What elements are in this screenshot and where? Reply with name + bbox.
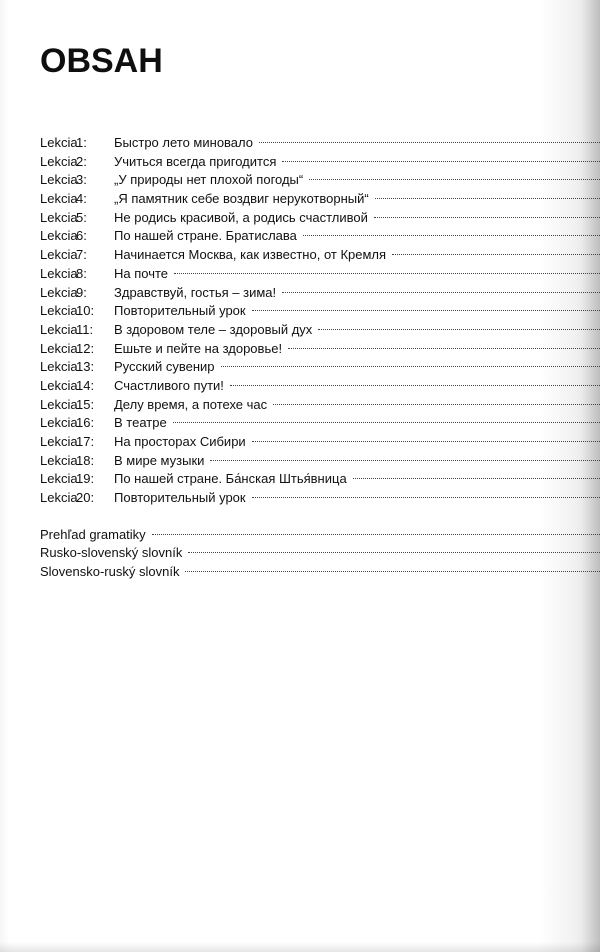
dot-leader [288,348,600,349]
toc-appendix-row [40,526,600,545]
lesson-title: „Я памятник себе воздвиг нерукотворный“ [114,191,369,207]
dot-leader [374,217,600,218]
lesson-number: 14: [76,377,95,393]
dot-leader [273,404,600,405]
lesson-label: Lekcia [40,340,78,356]
lesson-title: Делу время, а потехе час [114,396,268,412]
lesson-title: Повторительный урок [114,303,246,319]
toc-row [40,134,600,153]
lesson-number: 1: [76,135,87,150]
lesson-label: Lekcia [40,191,78,207]
lesson-number: 12: [76,340,95,356]
lesson-title: „У природы нет плохой погоды“ [114,172,304,188]
dot-leader [309,179,600,180]
lesson-label: Lekcia [40,209,78,225]
lesson-number: 8: [76,265,87,281]
lesson-title: На просторах Сибири [114,434,246,449]
lesson-number: 10: [76,303,95,319]
lesson-label: Lekcia [40,377,78,393]
lesson-label: Lekcia [40,359,78,375]
lesson-label: Lekcia [40,265,78,281]
lesson-number: 18: [76,452,95,468]
lesson-number: 5: [76,209,87,225]
appendix-title: Prehľad gramatiky [40,526,146,542]
dot-leader [375,198,600,199]
page-bottom-edge [0,942,600,952]
toc-row [40,227,600,246]
lesson-number: 6: [76,228,87,244]
dot-leader [188,552,600,553]
dot-leader [173,422,600,423]
toc-row [40,321,600,340]
dot-leader [259,142,600,143]
lesson-title: В театре [114,415,167,431]
lesson-number: 11: [76,321,94,337]
lesson-number: 20: [76,490,95,506]
toc-row [40,246,600,265]
dot-leader [282,292,600,293]
lesson-label: Lekcia [40,303,78,319]
lesson-title: Здравствуй, гостья – зима! [114,284,277,300]
lesson-title: Повторительный урок [114,490,246,506]
dot-leader [152,534,600,535]
lesson-number: 7: [76,247,87,263]
lesson-label: Lekcia [40,434,78,449]
lesson-title: Счастливого пути! [114,377,224,393]
appendix-title: Rusko-slovenský slovník [40,545,183,561]
lesson-number: 15: [76,396,95,412]
lesson-number: 3: [76,172,87,188]
lesson-number: 17: [76,434,95,449]
lesson-label: Lekcia [40,490,78,506]
lesson-label: Lekcia [40,172,78,188]
lesson-label: Lekcia [40,321,78,337]
lesson-title: Быстро лето миновало [114,135,253,150]
page-title: OBSAH [40,42,163,80]
toc-row [40,358,600,377]
dot-leader [392,254,600,255]
lesson-label: Lekcia [40,135,78,150]
lesson-label: Lekcia [40,452,78,468]
toc-row [40,414,600,433]
lesson-title: Русский сувенир [114,359,215,375]
lesson-label: Lekcia [40,247,78,263]
dot-leader [221,366,600,367]
dot-leader [353,478,600,479]
toc-row [40,209,600,228]
lesson-title: По нашей стране. Ба́нская Штья́вница [114,471,347,487]
toc-row [40,265,600,284]
lesson-title: На почте [114,265,169,281]
dot-leader [252,497,600,498]
lesson-title: Начинается Москва, как известно, от Кремля [114,247,387,263]
toc-row [40,489,600,508]
toc-appendix-row [40,544,600,563]
lesson-number: 13: [76,359,95,375]
toc-row [40,433,600,452]
lesson-label: Lekcia [40,284,78,300]
toc-row [40,470,600,489]
section-spacer [40,508,600,526]
toc-row [40,284,600,303]
lesson-label: Lekcia [40,415,78,431]
lesson-number: 19: [76,471,95,487]
toc-row [40,377,600,396]
lesson-title: В здоровом теле – здоровый дух [114,321,313,337]
dot-leader [230,385,600,386]
dot-leader [282,161,600,162]
toc-row [40,302,600,321]
lesson-title: Не родись красивой, а родись счастливой [114,209,368,225]
toc-appendix-row [40,563,600,582]
dot-leader [252,310,600,311]
lesson-title: В мире музыки [114,452,205,468]
lesson-number: 2: [76,153,87,169]
dot-leader [174,273,600,274]
dot-leader [210,460,600,461]
lesson-number: 16: [76,415,95,431]
lesson-title: Ешьте и пейте на здоровье! [114,340,283,356]
lesson-label: Lekcia [40,396,78,412]
lesson-number: 4: [76,191,87,207]
table-of-contents [40,134,600,582]
toc-row [40,340,600,359]
lesson-label: Lekcia [40,228,78,244]
toc-row [40,452,600,471]
dot-leader [318,329,600,330]
lesson-title: Учиться всегда пригодится [114,153,277,169]
toc-row [40,396,600,415]
lesson-number: 9: [76,284,87,300]
dot-leader [303,235,600,236]
appendix-title: Slovensko-ruský slovník [40,564,180,580]
toc-row [40,153,600,172]
toc-row [40,171,600,190]
dot-leader [185,571,600,572]
lesson-label: Lekcia [40,471,78,487]
lesson-label: Lekcia [40,153,78,169]
toc-row [40,190,600,209]
lesson-title: По нашей стране. Братислава [114,228,297,244]
dot-leader [252,441,600,442]
